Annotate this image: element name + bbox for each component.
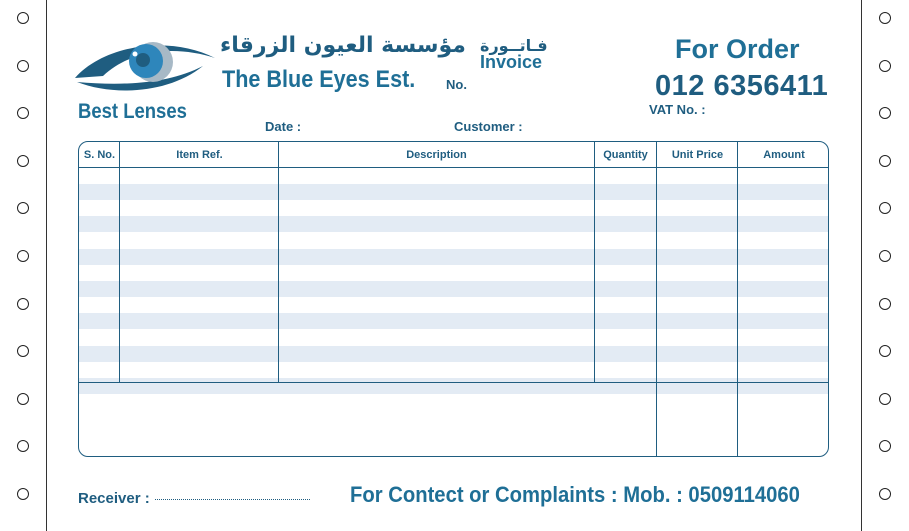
perforation-hole bbox=[17, 155, 29, 167]
perforation-hole bbox=[17, 250, 29, 262]
row-stripe bbox=[79, 184, 828, 200]
col-divider bbox=[119, 142, 120, 383]
right-tractor-strip bbox=[861, 0, 909, 531]
vat-label: VAT No. : bbox=[649, 102, 706, 117]
col-header-quantity: Quantity bbox=[603, 149, 648, 161]
perforation-hole bbox=[879, 345, 891, 357]
contact-info: For Contect or Complaints : Mob. : 0509114060 bbox=[350, 482, 800, 507]
company-tagline: Best Lenses bbox=[78, 100, 187, 123]
perforation-hole bbox=[17, 298, 29, 310]
company-name-arabic: مؤسسة العيون الزرقاء bbox=[220, 33, 466, 58]
col-header-unit-price: Unit Price bbox=[671, 149, 724, 161]
row-stripe bbox=[79, 281, 828, 297]
perforation-hole bbox=[879, 60, 891, 72]
for-order-label: For Order bbox=[675, 34, 800, 64]
company-name-english: The Blue Eyes Est. bbox=[222, 66, 416, 93]
perforation-hole bbox=[879, 250, 891, 262]
row-stripe bbox=[79, 378, 828, 394]
perforation-hole bbox=[879, 12, 891, 24]
row-stripe bbox=[79, 346, 828, 362]
perforation-hole bbox=[879, 488, 891, 500]
receiver-signature-line bbox=[155, 499, 310, 500]
perforation-hole bbox=[879, 440, 891, 452]
perforation-hole bbox=[879, 107, 891, 119]
perforation-hole bbox=[879, 202, 891, 214]
order-phone: 012 6356411 bbox=[655, 70, 829, 102]
perforation-hole bbox=[17, 440, 29, 452]
perforation-hole bbox=[17, 60, 29, 72]
perforation-hole bbox=[17, 12, 29, 24]
perforation-hole bbox=[879, 393, 891, 405]
perforation-hole bbox=[879, 298, 891, 310]
perforation-hole bbox=[17, 202, 29, 214]
col-header-serial: S. No. bbox=[83, 149, 116, 161]
col-divider bbox=[737, 142, 738, 457]
col-divider bbox=[656, 142, 657, 457]
invoice-title-arabic: فـاتــورة bbox=[480, 36, 548, 55]
items-table bbox=[78, 141, 829, 457]
row-stripe bbox=[79, 313, 828, 329]
table-header bbox=[79, 142, 828, 168]
row-stripe bbox=[79, 216, 828, 232]
col-divider bbox=[278, 142, 279, 383]
perforation-hole bbox=[17, 488, 29, 500]
eye-logo-icon bbox=[73, 36, 218, 98]
col-divider bbox=[594, 142, 595, 383]
perforation-hole bbox=[17, 393, 29, 405]
totals-divider bbox=[79, 382, 828, 383]
col-header-description: Description bbox=[406, 149, 467, 161]
left-tractor-strip bbox=[0, 0, 47, 531]
perforation-hole bbox=[17, 107, 29, 119]
invoice-title: Invoice bbox=[480, 52, 543, 72]
receiver-label: Receiver : bbox=[78, 490, 150, 507]
perforation-hole bbox=[17, 345, 29, 357]
col-header-amount: Amount bbox=[763, 149, 805, 161]
col-header-item-ref: Item Ref. bbox=[176, 149, 223, 161]
row-stripe bbox=[79, 249, 828, 265]
perforation-hole bbox=[879, 155, 891, 167]
date-label: Date : bbox=[265, 119, 302, 134]
invoice-number-label: No. bbox=[446, 77, 467, 92]
customer-label: Customer : bbox=[454, 119, 523, 134]
